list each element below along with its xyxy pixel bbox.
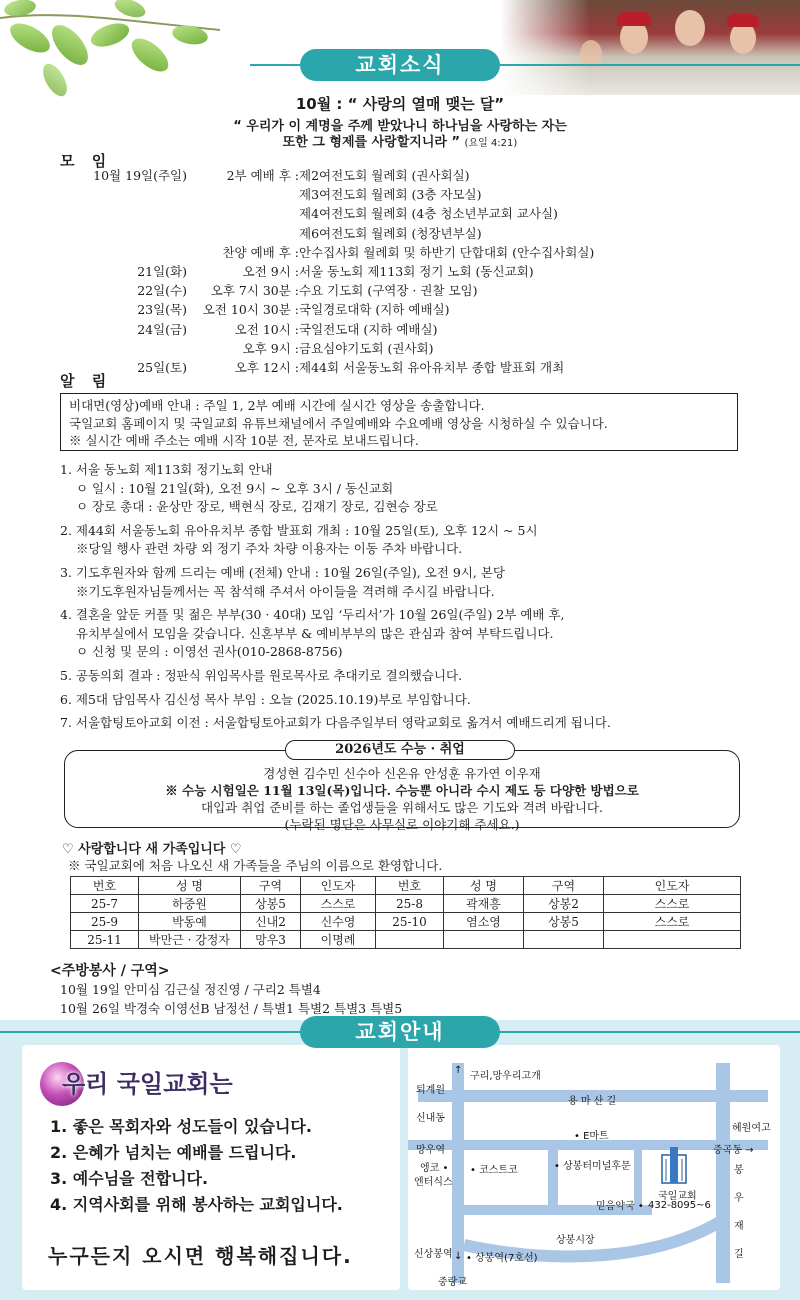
notice-item: 1. 서울 동노회 제113회 정기노회 안내 <box>60 462 273 477</box>
meeting-content: 수요 기도회 (구역장 · 권찰 모임) <box>299 283 478 299</box>
map-label: 봉 <box>734 1165 744 1176</box>
arrow-up-icon: ↑ <box>454 1065 463 1076</box>
map-label: 우 <box>734 1193 744 1204</box>
map-label: 신상봉역 <box>414 1249 453 1260</box>
table-cell: 상봉5 <box>241 895 301 913</box>
new-family-heading: ♡ 사랑합니다 새 가족입니다 ♡ <box>62 842 242 857</box>
online-worship-notice <box>60 393 738 451</box>
table-header-row <box>71 877 741 895</box>
meeting-content: 국일경로대학 (지하 예배실) <box>299 302 450 318</box>
table-cell: 박동예 <box>139 913 241 931</box>
column-header: 인도자 <box>301 877 376 895</box>
church-slogan: 누구든지 오시면 행복해집니다. <box>48 1244 353 1268</box>
meeting-date: 23일(목) <box>137 302 187 318</box>
column-header: 번호 <box>376 877 444 895</box>
meeting-time: 오후 12시 : <box>234 359 299 375</box>
map-label: 망우역 <box>416 1145 445 1156</box>
arrow-down-icon: ↓ <box>454 1251 463 1262</box>
meeting-content: 제4여전도회 월례회 (4층 청소년부교회 교사실) <box>299 206 558 222</box>
map-label: 퇴계원 <box>416 1085 445 1096</box>
table-cell: 염소영 <box>444 913 524 931</box>
table-cell: 상봉5 <box>524 913 604 931</box>
map-label: 432-8095~6 <box>648 1200 711 1211</box>
table-cell <box>604 931 741 949</box>
notice-item: 3. 기도후원자와 함께 드리는 예배 (전체) 안내 : 10월 26일(주일), 오전 9시, 본당 <box>60 564 505 580</box>
header-photo <box>500 0 800 95</box>
meeting-date: 24일(금) <box>137 321 187 337</box>
column-header: 성 명 <box>444 877 524 895</box>
map-label: 엔터식스 <box>414 1177 453 1188</box>
meeting-content: 국일전도대 (지하 예배실) <box>299 321 438 337</box>
meeting-date: 22일(수) <box>137 283 187 299</box>
meeting-content: 제6여전도회 월례회 (청장년부실) <box>299 225 482 241</box>
map-label: 재 <box>734 1221 744 1232</box>
exam-line-2: 대입과 취업 준비를 하는 졸업생들을 위해서도 많은 기도와 격려 바랍니다. <box>201 800 603 815</box>
exam-line-3: (누락된 명단은 사무실로 이야기해 주세요.) <box>284 817 520 832</box>
meeting-date: 21일(화) <box>137 263 187 279</box>
info-line-left <box>0 1031 300 1033</box>
meeting-time: 2부 예배 후 : <box>226 168 299 183</box>
table-cell: 곽재흥 <box>444 895 524 913</box>
notice-item: 4. 결혼을 앞둔 커플 및 젊은 부부(30 · 40대) 모임 ‘두리서’가 10월 26일(주일) 2부 예배 후, <box>60 607 565 623</box>
month-theme: 10월 : “ 사랑의 열매 맺는 달” <box>295 95 505 113</box>
map-label: 혜원여고 <box>732 1123 771 1134</box>
title-line-left <box>250 64 300 66</box>
table-cell: 25-9 <box>71 913 139 931</box>
info-line-right <box>500 1031 800 1033</box>
column-header: 구역 <box>524 877 604 895</box>
meeting-date: 25일(토) <box>137 359 187 375</box>
church-point: 2. 은혜가 넘치는 예배를 드립니다. <box>50 1143 297 1162</box>
table-cell: 25-10 <box>376 913 444 931</box>
column-header: 구역 <box>241 877 301 895</box>
meeting-time: 오전 9시 : <box>242 263 299 279</box>
table-cell <box>524 931 604 949</box>
table-cell: 망우3 <box>241 931 301 949</box>
notice-item: 5. 공동의회 결과 : 정판식 위임목사를 원로목사로 추대키로 결의했습니다. <box>60 667 463 683</box>
exam-title: 2026년도 수능 · 취업 <box>285 740 515 760</box>
verse-text: 또한 그 형제를 사랑할지니라 ” <box>282 135 461 150</box>
table-row <box>71 913 741 931</box>
new-family-subtitle: ※ 국일교회에 처음 나오신 새 가족들을 주님의 이름으로 환영합니다. <box>68 858 443 873</box>
table-cell: 스스로 <box>604 895 741 913</box>
notice-item: 7. 서울합팅토아교회 이전 : 서울합팅토아교회가 다음주일부터 영락교회로 옮겨서 예배드리게 됩니다. <box>60 715 611 731</box>
map-label: 국일교회 <box>658 1191 697 1202</box>
notice-sub-item: ㅇ 신청 및 문의 : 이영선 권사(010-2868-8756) <box>76 644 343 660</box>
table-cell: 하중원 <box>139 895 241 913</box>
church-map <box>408 1045 780 1290</box>
table-cell <box>376 931 444 949</box>
meeting-date: 10월 19일(주일) <box>93 168 187 183</box>
table-cell <box>444 931 524 949</box>
meeting-time: 오후 9시 : <box>242 340 299 356</box>
meeting-content: 서울 동노회 제113회 정기 노회 (동신교회) <box>299 263 534 279</box>
table-cell: 25-8 <box>376 895 444 913</box>
meeting-time: 오전 10시 30분 : <box>202 302 299 318</box>
notice-sub-item: ㅇ 일시 : 10월 21일(화), 오전 9시 ~ 오후 3시 / 동신교회 <box>76 480 394 496</box>
table-cell: 신내2 <box>241 913 301 931</box>
meetings-heading: 모 임 <box>60 152 113 170</box>
column-header: 인도자 <box>604 877 741 895</box>
meeting-time: 오전 10시 : <box>234 321 299 337</box>
map-label: • 코스트코 <box>470 1165 518 1176</box>
kitchen-row: 10월 26일 박경숙 이영선B 남정선 / 특별1 특별2 특별3 특별5 <box>60 1001 403 1016</box>
column-header: 성 명 <box>139 877 241 895</box>
table-cell: 스스로 <box>604 913 741 931</box>
news-title: 교회소식 <box>300 49 500 81</box>
church-building-icon <box>654 1145 694 1185</box>
map-label: 신내동 <box>416 1113 445 1124</box>
map-label: 믿음약국 • <box>596 1201 644 1212</box>
meeting-time: 찬양 예배 후 : <box>222 244 299 260</box>
church-point: 1. 좋은 목회자와 성도들이 있습니다. <box>50 1117 312 1136</box>
map-label: 구리,망우리고개 <box>470 1071 541 1082</box>
notice-sub-item: 유치부실에서 모임을 갖습니다. 신혼부부 & 예비부부의 많은 관심과 참여 부탁드립니다. <box>76 625 554 641</box>
notice-line: 비대면(영상)예배 안내 : 주일 1, 2부 예배 시간에 실시간 영상을 송출합니다. <box>69 398 485 413</box>
notice-line: ※ 실시간 예배 주소는 예배 시작 10분 전, 문자로 보내드립니다. <box>69 433 419 448</box>
meeting-content: 안수집사회 월례회 및 하반기 단합대회 (안수집사회실) <box>299 244 595 260</box>
meeting-content: 제2여전도회 월례회 (권사회실) <box>299 168 470 183</box>
map-label: • 상봉역(7호선) <box>466 1253 538 1264</box>
table-cell: 25-7 <box>71 895 139 913</box>
church-point: 4. 지역사회를 위해 봉사하는 교회입니다. <box>50 1195 343 1214</box>
notice-item: 6. 제5대 담임목사 김신성 목사 부임 : 오늘 (2025.10.19)부로 부임합니다. <box>60 691 471 707</box>
table-cell: 스스로 <box>301 895 376 913</box>
title-line-right <box>500 64 800 66</box>
map-label: • 상봉터미널후문 <box>554 1161 631 1172</box>
meeting-content: 금요심야기도회 (권사회) <box>299 340 434 356</box>
notice-item: 2. 제44회 서울동노회 유아유치부 종합 발표회 개최 : 10월 25일(토), 오후 12시 ~ 5시 <box>60 522 538 538</box>
notices-heading: 알 림 <box>60 372 113 390</box>
notice-sub-item: ㅇ 장로 총대 : 윤상만 장로, 백현식 장로, 김재기 장로, 김현승 장로 <box>76 499 438 515</box>
meeting-content: 제3여전도회 월례회 (3층 자모실) <box>299 187 482 203</box>
map-label: • E마트 <box>574 1131 609 1142</box>
new-family-table <box>70 876 741 949</box>
church-intro-heading: 우리 국일교회는 <box>62 1070 233 1098</box>
map-label: 중랑교 <box>438 1277 467 1288</box>
map-label: 용 마 산 길 <box>568 1096 617 1107</box>
exam-names: 경성현 김수민 신수아 신온유 안성훈 유가연 이우재 <box>263 766 541 781</box>
verse-reference: (요일 4:21) <box>464 138 518 149</box>
map-label: 엥코 • <box>420 1163 449 1174</box>
notice-line: 국일교회 홈페이지 및 국일교회 유튜브채널에서 주일예배와 수요예배 영상을 시청하실 수 있습니다. <box>69 415 608 431</box>
map-label: 길 <box>734 1249 744 1260</box>
map-label: 중곡동 → <box>713 1145 754 1156</box>
church-point: 3. 예수님을 전합니다. <box>50 1169 209 1188</box>
table-cell: 박만근 · 강정자 <box>139 931 241 949</box>
meeting-time: 오후 7시 30분 : <box>210 283 299 299</box>
column-header: 번호 <box>71 877 139 895</box>
map-label: 상봉시장 <box>556 1235 595 1246</box>
table-row <box>71 931 741 949</box>
table-cell: 25-11 <box>71 931 139 949</box>
notice-sub-item: ※당일 행사 관련 차량 외 정기 주차 차량 이용자는 이동 주차 바랍니다. <box>76 541 463 557</box>
meeting-content: 제44회 서울동노회 유아유치부 종합 발표회 개최 <box>299 359 565 375</box>
kitchen-heading: <주방봉사 / 구역> <box>50 963 170 979</box>
verse-line-2 <box>0 131 800 150</box>
exam-prayer-box <box>64 750 740 832</box>
notice-list <box>60 461 750 738</box>
verse-line-1: “ 우리가 이 계명을 주께 받았나니 하나님을 사랑하는 자는 <box>233 119 567 134</box>
exam-line-1: ※ 수능 시험일은 11월 13일(목)입니다. 수능뿐 아니라 수시 제도 등 다양한 방법으로 <box>165 783 639 798</box>
table-cell: 이명례 <box>301 931 376 949</box>
table-cell: 신수영 <box>301 913 376 931</box>
table-row <box>71 895 741 913</box>
notice-sub-item: ※기도후원자님들께서는 꼭 참석해 주셔서 아이들을 격려해 주시길 바랍니다. <box>76 583 495 599</box>
church-info-title: 교회안내 <box>300 1016 500 1048</box>
kitchen-row: 10월 19일 안미심 김근실 정진영 / 구리2 특별4 <box>60 982 321 997</box>
table-cell: 상봉2 <box>524 895 604 913</box>
